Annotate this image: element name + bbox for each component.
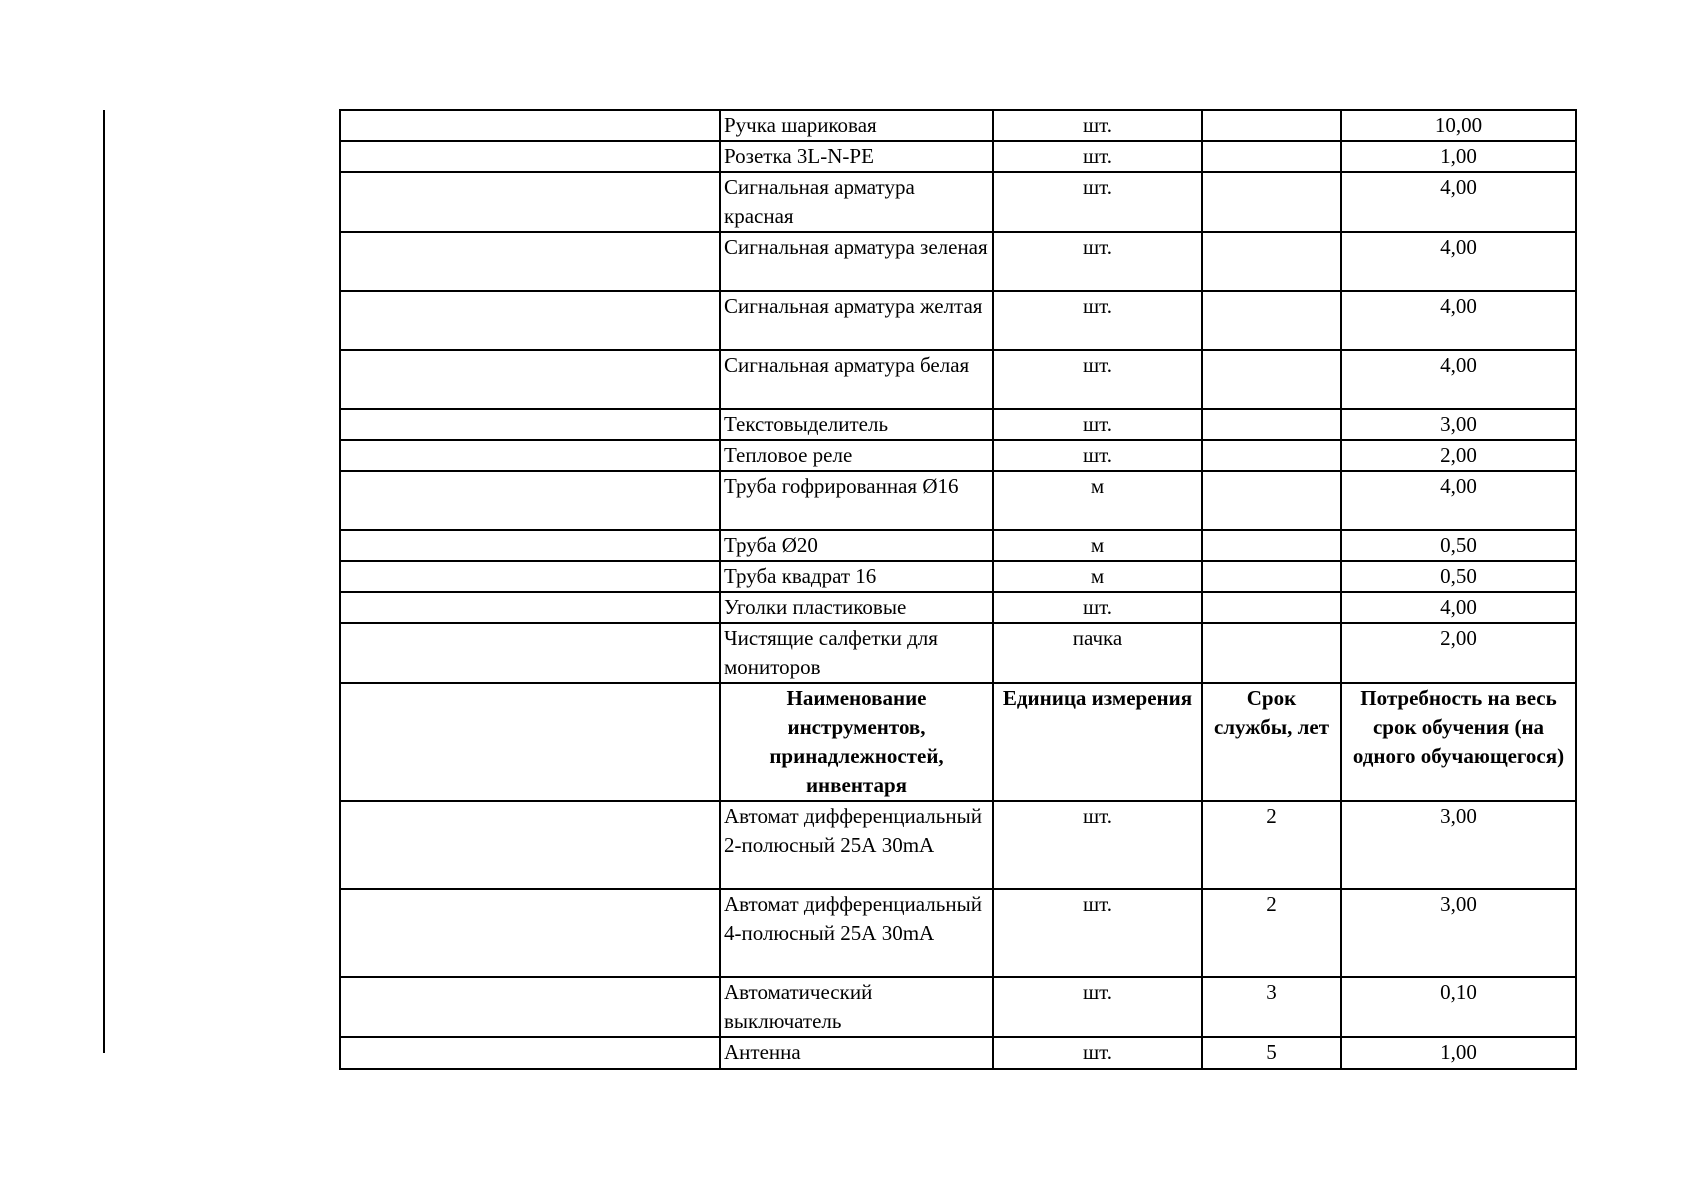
empty-cell <box>340 409 720 440</box>
item-life <box>1202 440 1341 471</box>
item-name: Сигнальная арматура желтая <box>720 291 993 350</box>
header-unit: Единица измерения <box>993 683 1202 801</box>
item-qty: 2,00 <box>1341 440 1576 471</box>
item-qty: 4,00 <box>1341 232 1576 291</box>
item-unit: м <box>993 471 1202 530</box>
empty-cell <box>340 530 720 561</box>
empty-cell <box>340 110 720 141</box>
item-unit: шт. <box>993 801 1202 889</box>
item-qty: 0,50 <box>1341 530 1576 561</box>
empty-cell <box>340 471 720 530</box>
item-life <box>1202 232 1341 291</box>
equipment-table <box>339 109 1577 1070</box>
empty-cell <box>340 977 720 1037</box>
item-life <box>1202 409 1341 440</box>
item-name: Автоматический выключатель <box>720 977 993 1037</box>
table-header-row <box>340 683 1576 801</box>
page-margin-line <box>103 110 105 1053</box>
item-life <box>1202 530 1341 561</box>
item-qty: 4,00 <box>1341 471 1576 530</box>
table-row <box>340 801 1576 889</box>
item-name: Труба гофрированная Ø16 <box>720 471 993 530</box>
table-row <box>340 592 1576 623</box>
table-row <box>340 291 1576 350</box>
empty-cell <box>340 889 720 977</box>
item-name: Уголки пластиковые <box>720 592 993 623</box>
table-row <box>340 409 1576 440</box>
header-name: Наименование инструментов, принадлежностей, инвентаря <box>720 683 993 801</box>
item-name: Чистящие салфетки для мониторов <box>720 623 993 683</box>
item-life <box>1202 623 1341 683</box>
empty-cell <box>340 561 720 592</box>
item-qty: 1,00 <box>1341 141 1576 172</box>
item-unit: шт. <box>993 1037 1202 1069</box>
item-life <box>1202 561 1341 592</box>
table-row <box>340 889 1576 977</box>
item-unit: шт. <box>993 110 1202 141</box>
item-unit: шт. <box>993 172 1202 232</box>
item-qty: 1,00 <box>1341 1037 1576 1069</box>
item-unit: шт. <box>993 141 1202 172</box>
empty-cell <box>340 623 720 683</box>
item-name: Текстовыделитель <box>720 409 993 440</box>
table-row <box>340 440 1576 471</box>
empty-cell <box>340 350 720 409</box>
item-qty: 3,00 <box>1341 889 1576 977</box>
empty-cell <box>340 440 720 471</box>
table-row <box>340 141 1576 172</box>
item-life: 3 <box>1202 977 1341 1037</box>
item-name: Тепловое реле <box>720 440 993 471</box>
table-row <box>340 350 1576 409</box>
table-row <box>340 172 1576 232</box>
item-life: 2 <box>1202 801 1341 889</box>
item-name: Автомат дифференциальный 4-полюсный 25А 30mA <box>720 889 993 977</box>
item-unit: шт. <box>993 291 1202 350</box>
empty-cell <box>340 291 720 350</box>
item-unit: шт. <box>993 232 1202 291</box>
item-name: Сигнальная арматура красная <box>720 172 993 232</box>
item-unit: м <box>993 561 1202 592</box>
item-life <box>1202 291 1341 350</box>
empty-cell <box>340 592 720 623</box>
item-name: Труба квадрат 16 <box>720 561 993 592</box>
empty-cell <box>340 801 720 889</box>
item-name: Антенна <box>720 1037 993 1069</box>
item-qty: 4,00 <box>1341 350 1576 409</box>
table-row <box>340 232 1576 291</box>
table-row <box>340 530 1576 561</box>
item-unit: шт. <box>993 440 1202 471</box>
item-qty: 4,00 <box>1341 291 1576 350</box>
table-row <box>340 1037 1576 1069</box>
item-unit: шт. <box>993 409 1202 440</box>
item-life <box>1202 172 1341 232</box>
item-unit: шт. <box>993 889 1202 977</box>
item-unit: шт. <box>993 592 1202 623</box>
item-qty: 3,00 <box>1341 409 1576 440</box>
table-row <box>340 561 1576 592</box>
item-life <box>1202 350 1341 409</box>
item-life <box>1202 592 1341 623</box>
item-qty: 0,10 <box>1341 977 1576 1037</box>
item-name: Сигнальная арматура белая <box>720 350 993 409</box>
header-life: Срок службы, лет <box>1202 683 1341 801</box>
item-name: Ручка шариковая <box>720 110 993 141</box>
table-row <box>340 110 1576 141</box>
item-unit: пачка <box>993 623 1202 683</box>
item-qty: 2,00 <box>1341 623 1576 683</box>
item-name: Автомат дифференциальный 2-полюсный 25А 30mA <box>720 801 993 889</box>
empty-cell <box>340 172 720 232</box>
item-qty: 4,00 <box>1341 592 1576 623</box>
item-name: Сигнальная арматура зеленая <box>720 232 993 291</box>
item-life <box>1202 110 1341 141</box>
item-qty: 4,00 <box>1341 172 1576 232</box>
empty-cell <box>340 683 720 801</box>
item-life: 2 <box>1202 889 1341 977</box>
item-qty: 10,00 <box>1341 110 1576 141</box>
item-qty: 0,50 <box>1341 561 1576 592</box>
table-row <box>340 471 1576 530</box>
item-name: Труба Ø20 <box>720 530 993 561</box>
item-life: 5 <box>1202 1037 1341 1069</box>
item-unit: м <box>993 530 1202 561</box>
item-unit: шт. <box>993 977 1202 1037</box>
item-unit: шт. <box>993 350 1202 409</box>
item-life <box>1202 141 1341 172</box>
table-row <box>340 623 1576 683</box>
item-life <box>1202 471 1341 530</box>
table-row <box>340 977 1576 1037</box>
item-qty: 3,00 <box>1341 801 1576 889</box>
empty-cell <box>340 141 720 172</box>
item-name: Розетка 3L-N-PE <box>720 141 993 172</box>
empty-cell <box>340 1037 720 1069</box>
header-qty: Потребность на весь срок обучения (на одного обучающегося) <box>1341 683 1576 801</box>
empty-cell <box>340 232 720 291</box>
